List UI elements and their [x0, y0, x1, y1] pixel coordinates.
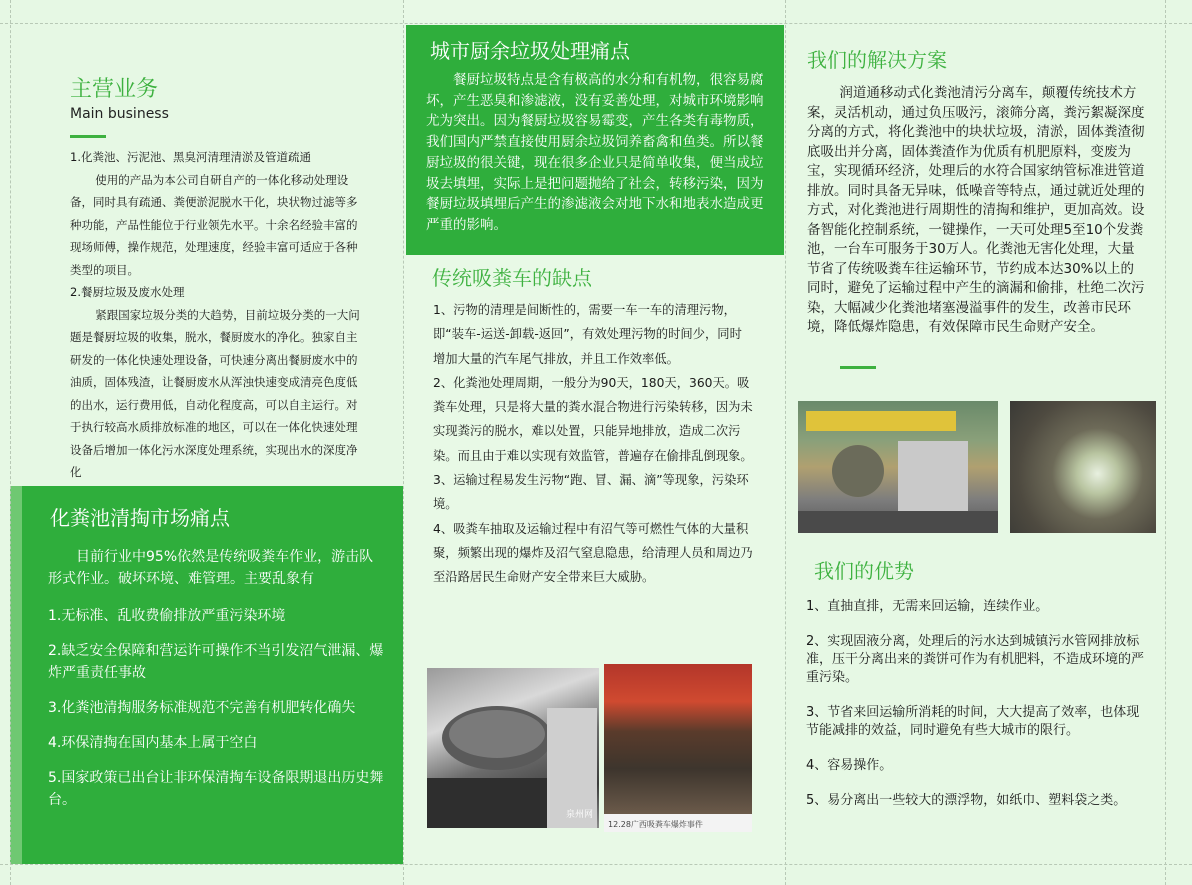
pain-points-panel — [22, 486, 403, 864]
truck-drawbacks-body — [433, 298, 753, 590]
advantage-item: 2、实现固液分离，处理后的污水达到城镇污水管网排放标准，压干分离出来的粪饼可作为有机肥料，不造成环境的严重污染。 — [806, 634, 1145, 685]
truck-drawback-item: 4、吸粪车抽取及运输过程中有沼气等可燃性气体的大量积聚，频繁出现的爆炸及沼气窒息隐患，给清理人员和周边乃至沿路居民生命财产安全带来巨大威胁。 — [433, 521, 753, 585]
advantage-item: 3、节省来回运输所消耗的时间，大大提高了效率，也体现节能减排的效益，同时避免有些大城市的限行。 — [806, 705, 1140, 738]
pipe-outflow-photo — [1010, 401, 1156, 533]
margin-guide — [10, 0, 11, 885]
advantage-item: 4、容易操作。 — [806, 758, 893, 773]
pain-point-item: 3.化粪池清掏服务标准规范不完善有机肥转化确失 — [48, 700, 356, 716]
kitchen-waste-panel — [406, 25, 784, 255]
truck-drawback-item: 3、运输过程易发生污物“跑、冒、漏、滴”等现象，污染环境。 — [433, 473, 749, 512]
pain-points-title: 化粪池清掏市场痛点 — [50, 506, 230, 530]
advantage-item: 1、直抽直排，无需来回运输，连续作业。 — [806, 599, 1049, 614]
pain-point-item: 2.缺乏安全保障和营运许可操作不当引发沼气泄漏、爆炸严重责任事故 — [48, 643, 384, 681]
truck-drawback-item: 1、污物的清理是间断性的，需要一车一车的清理污物，即“装车-运送-卸载-返回”，有效处理污物的时间少，同时增加大量的汽车尾气排放，并且工作效率低。 — [433, 303, 742, 366]
advantages-list — [806, 598, 1146, 827]
item2-body: 紧跟国家垃圾分类的大趋势，目前垃圾分类的一大问题是餐厨垃圾的收集，脱水，餐厨废水的净化。独家自主研发的一体化快速处理设备，可快速分离出餐厨废水中的油质，固体残渣，让餐厨废水从浑浊快速变成清亮色度低的出水，运行费用低，自动化程度高，可以自主运行。对于执行较高水质排放标准的地区，可以在一体化快速处理设备后增加一体化污水深度处理系统，实现出水的深度净化 — [70, 307, 360, 479]
pain-point-item: 1.无标准、乱收费偷排放严重污染环境 — [48, 608, 286, 624]
kitchen-waste-title: 城市厨余垃圾处理痛点 — [430, 39, 630, 63]
photo-caption: 12.28广西吸粪车爆炸事件 — [608, 820, 703, 829]
solution-body: 润道通移动式化粪池清污分离车，颠覆传统技术方案，灵活机动，通过负压吸污，滚筛分离，粪污絮凝深度分离的方式，将化粪池中的块状垃圾，清淤，固体粪渣彻底吸出并分离，固体粪渣作为优质有机肥原料，变废为宝，实现循环经济，处理后的水符合国家纳管标准进管道排放。同时具备无异味，低噪音等特点，通过就近处理的方式，对化粪池进行周期性的清掏和维护，更加高效。设备智能化控制系统，一键操作，一天可处理5至10个发粪池，一台车可服务于30万人。化粪池无害化处理，大量节省了传统吸粪车往运输环节，节约成本达30%以上的同时，避免了运输过程中产生的滴漏和偷排，杜绝二次污染，大幅减少化粪池堵塞漫溢事件的发生，改善市民环境，降低爆炸隐患，有效保障市民生命财产安全。 — [807, 85, 1145, 335]
explosion-photo — [604, 664, 752, 832]
item2-title: 2.餐厨垃圾及废水处理 — [70, 285, 185, 299]
suction-truck-photo — [427, 668, 599, 828]
main-business-title: 主营业务 — [70, 77, 159, 102]
margin-guide — [0, 23, 1192, 24]
main-business-subtitle: Main business — [70, 106, 169, 122]
solution-underline — [840, 366, 876, 369]
truck-illustration — [427, 668, 599, 828]
pain-points-intro: 目前行业中95%依然是传统吸粪车作业，游击队形式作业。破坏环境、难管理。主要乱象有 — [48, 549, 374, 587]
main-business-body — [70, 146, 362, 484]
pain-point-item: 5.国家政策已出台让非环保清掏车设备限期退出历史舞台。 — [48, 770, 384, 808]
item1-title: 1.化粪池、污泥池、黑臭河清理清淤及管道疏通 — [70, 150, 311, 164]
advantage-item: 5、易分离出一些较大的漂浮物，如纸巾、塑料袋之类。 — [806, 793, 1127, 808]
title-underline — [70, 135, 106, 138]
pain-points-body — [48, 546, 384, 824]
fold-line — [403, 0, 404, 885]
panel-side-strip — [10, 486, 22, 864]
advantages-title: 我们的优势 — [814, 559, 914, 583]
truck-drawback-item: 2、化粪池处理周期，一般分为90天，180天，360天。吸粪车处理，只是将大量的粪水混合物进行污染转移，因为未实现粪污的脱水，难以处置，只能异地排放，造成二次污染。而且由于难以实现有效监管，普遍存在偷排乱倒现象。 — [433, 375, 753, 463]
solution-title: 我们的解决方案 — [807, 48, 947, 72]
margin-guide — [1165, 0, 1166, 885]
pain-point-item: 4.环保清掏在国内基本上属于空白 — [48, 735, 258, 751]
photo-watermark: 泉州网 — [565, 810, 593, 820]
clean-truck-photo — [798, 401, 998, 533]
margin-guide — [0, 864, 1192, 865]
truck-drawbacks-title: 传统吸粪车的缺点 — [432, 266, 592, 290]
explosion-image — [604, 664, 752, 814]
item1-body: 使用的产品为本公司自研自产的一体化移动处理设备，同时具有疏通、粪便淤泥脱水干化，块状物过滤等多种功能，产品性能位于行业领先水平。十余名经验丰富的现场师傅，操作规范，处理速度，经验丰富可适应于各种类型的项目。 — [70, 172, 358, 277]
clean-truck-illustration — [798, 401, 998, 533]
fold-line — [785, 0, 786, 885]
kitchen-waste-body: 餐厨垃圾特点是含有极高的水分和有机物，很容易腐坏，产生恶臭和渗滤液，没有妥善处理，对城市环境影响尤为突出。因为餐厨垃圾容易霉变，产生各类有毒物质，我们国内严禁直接使用厨余垃圾饲养畜禽和鱼类。所以餐厨垃圾的很关键，现在很多企业只是简单收集，便当成垃圾去填埋，实际上是把问题抛给了社会，转移污染，因为餐厨垃圾填埋后产生的渗滤液会对地下水和地表水造成更严重的影响。 — [426, 72, 764, 233]
